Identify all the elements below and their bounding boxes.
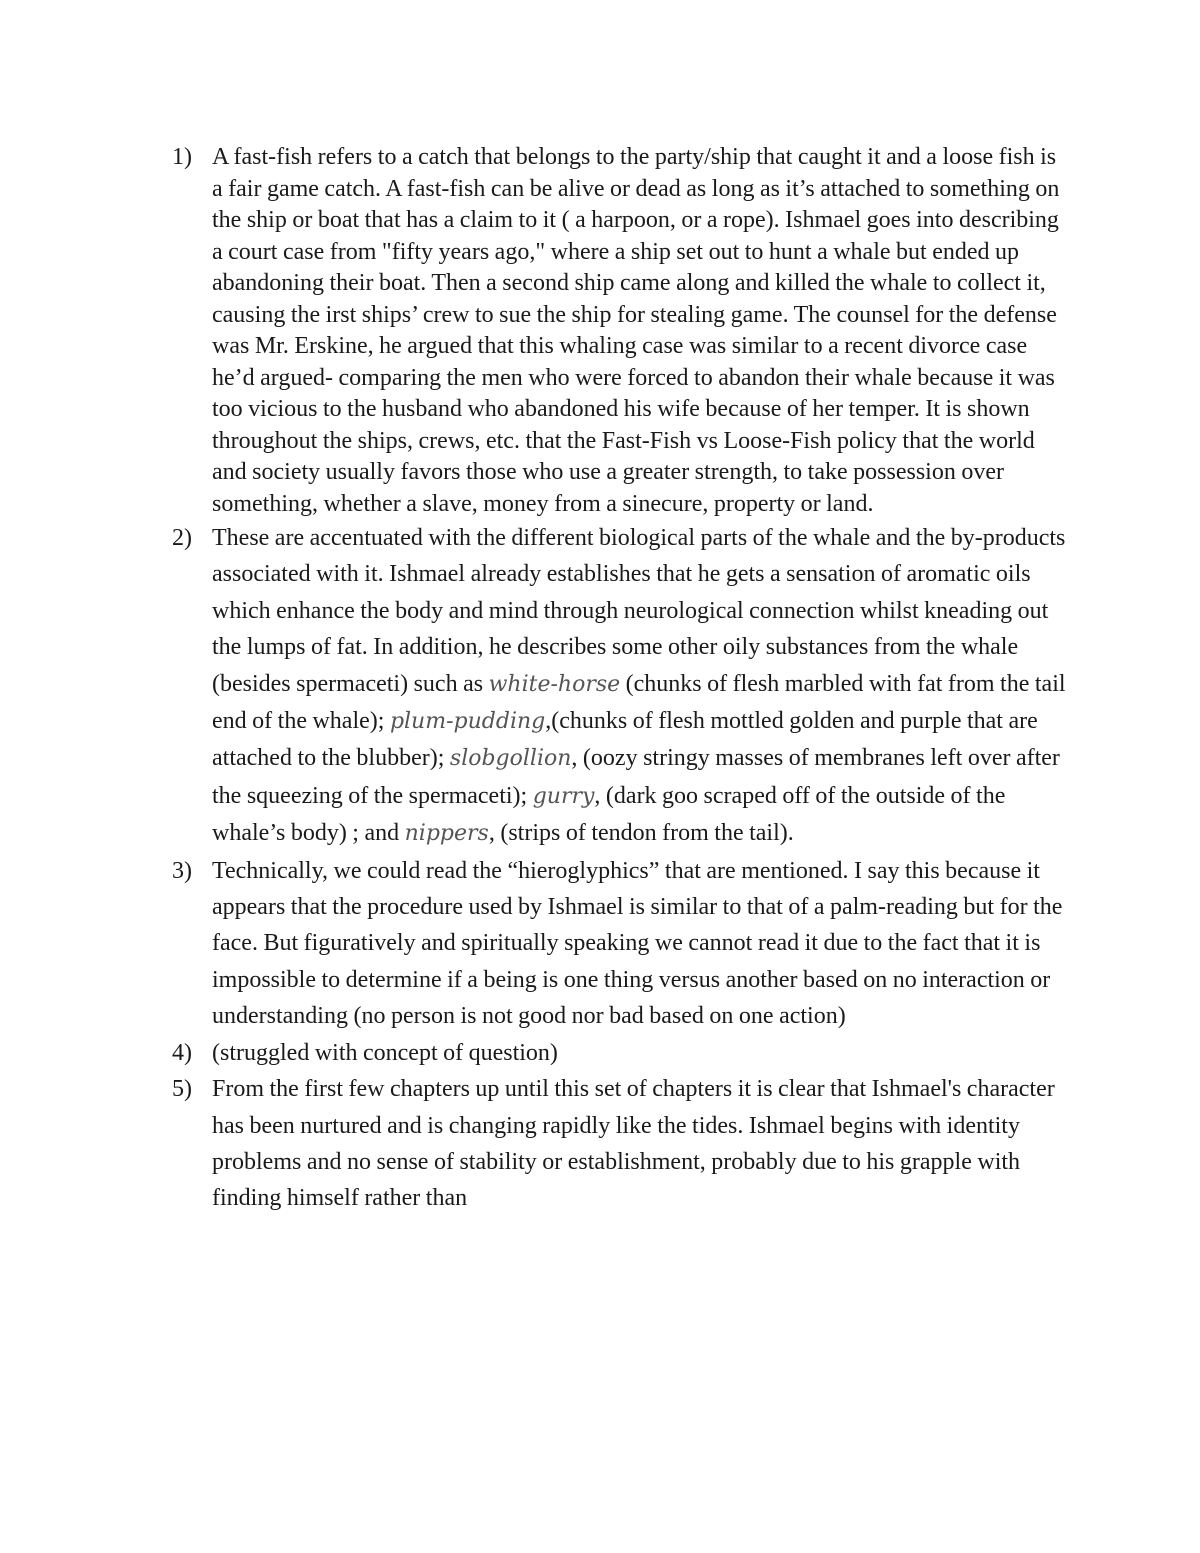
term-gurry: gurry bbox=[532, 783, 595, 809]
list-item bbox=[172, 1035, 1072, 1071]
text-segment: , (oozy stringy masses of membranes left over after the squeezing of the spermaceti); bbox=[212, 745, 1060, 809]
text-segment: , (strips of tendon from the tail). bbox=[488, 820, 794, 847]
list-item bbox=[172, 1071, 1072, 1217]
item-number: 3) bbox=[172, 857, 192, 884]
answer-list bbox=[172, 142, 1072, 1217]
item-number: 4) bbox=[172, 1039, 192, 1066]
item-number: 2) bbox=[172, 525, 192, 551]
text-segment: (chunks of flesh marbled with fat from the tail end of the whale); bbox=[212, 670, 1066, 735]
item-number: 5) bbox=[172, 1076, 192, 1103]
list-item bbox=[172, 853, 1072, 1035]
list-item bbox=[172, 520, 1072, 853]
item-text bbox=[212, 520, 1072, 853]
item-number: 1) bbox=[172, 144, 192, 170]
item-text: A fast-fish refers to a catch that belongs to the party/ship that caught it and a loose fish is a fair game catch. A fast-fish can be alive or dead as long as it’s attached to something on the ship or boat that has a claim to it ( a harpoon, or a rope). Ishmael goes into describing a court case from "fifty years ago," where a ship set out to hunt a whale but ended up abandoning their boat. Then a second ship came along and killed the whale to collect it, causing the irst ships’ crew to sue the ship for stealing game. The counsel for the defense was Mr. Erskine, he argued that this whaling case was similar to a recent divorce case he’d argued- comparing the men who were forced to abandon their whale because it was too vicious to the husband who abandoned his wife because of her temper. It is shown throughout the ships, crews, etc. that the Fast-Fish vs Loose-Fish policy that the world and society usually favors those who use a greater strength, to take possession over something, whether a slave, money from a sinecure, property or land. bbox=[212, 144, 1060, 517]
text-segment: These are accentuated with the different biological parts of the whale and the by-products associated with it. Ishmael already establishes that he gets a sensation of aromatic oils which enhance the body and mind through neurological connection whilst kneading out the lumps of fat. In addition, he describes some other oily substances from the whale (besides spermaceti) such as bbox=[212, 525, 1066, 697]
list-item bbox=[172, 142, 1072, 520]
term-plum-pudding: plum-pudding bbox=[389, 709, 546, 735]
item-text: Technically, we could read the “hieroglyphics” that are mentioned. I say this because it appears that the procedure used by Ishmael is similar to that of a palm-reading but for the face. But figuratively and spiritually speaking we cannot read it due to the fact that it is impossible to determine if a being is one thing versus another based on no interaction or understanding (no person is not good nor bad based on one action) bbox=[212, 857, 1063, 1030]
text-segment: ,(chunks of flesh mottled golden and purple that are attached to the blubber); bbox=[212, 708, 1038, 772]
item-text: From the first few chapters up until this set of chapters it is clear that Ishmael's character has been nurtured and is changing rapidly like the tides. Ishmael begins with identity problems and no sense of stability or establishment, probably due to his grapple with finding himself rather than bbox=[212, 1076, 1055, 1212]
term-slobgollion: slobgollion bbox=[449, 746, 572, 772]
term-white-horse: white-horse bbox=[488, 671, 621, 697]
item-text: (struggled with concept of question) bbox=[212, 1039, 558, 1066]
term-nippers: nippers bbox=[404, 821, 489, 847]
text-segment: , (dark goo scraped off of the outside of the whale’s body) ; and bbox=[212, 782, 1006, 847]
